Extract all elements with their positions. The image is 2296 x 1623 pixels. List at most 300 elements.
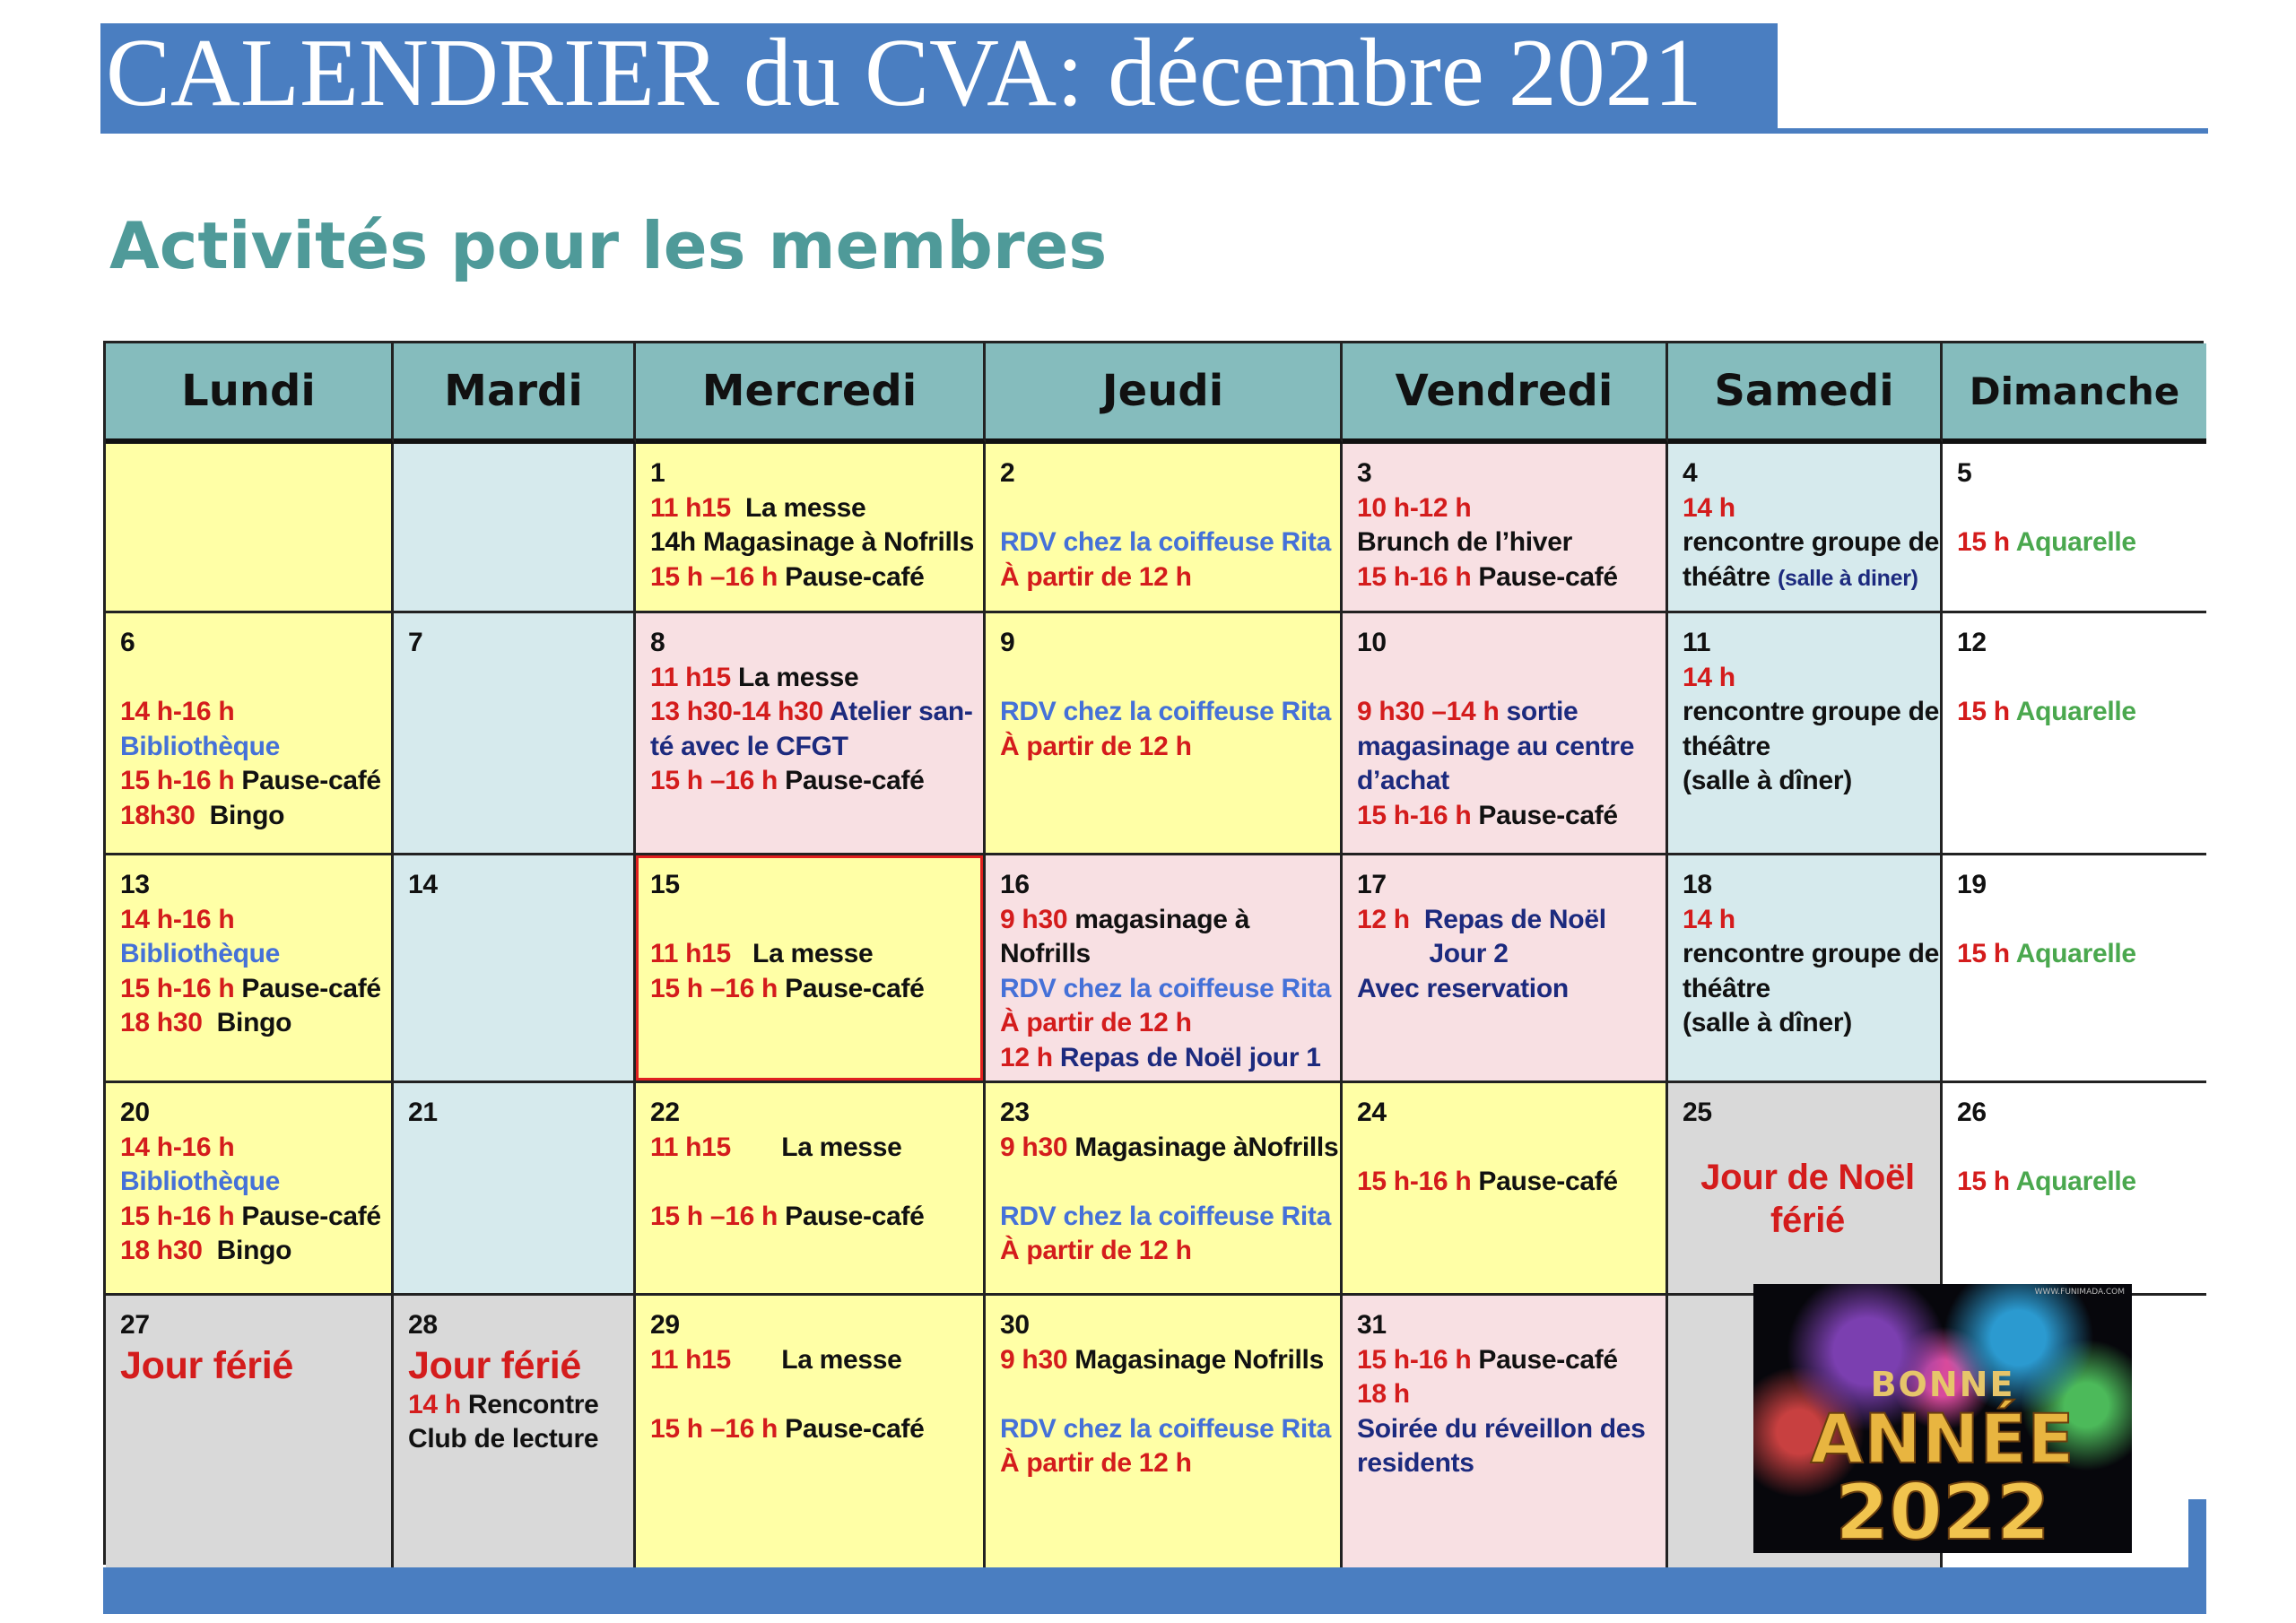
- day-number-line: [120, 626, 384, 661]
- event-line: [1000, 1446, 1333, 1481]
- event-text: théâtre: [1683, 731, 1770, 761]
- day-number-line: [1683, 868, 1933, 903]
- event-line: [1683, 730, 1933, 765]
- event-text: À partir de 12 h: [1000, 731, 1192, 761]
- calendar-cell-day-10: [1343, 613, 1668, 855]
- event-text: Atelier san-: [829, 697, 973, 726]
- day-header-mardi: Mardi: [394, 343, 636, 444]
- day-number-line: [1957, 456, 2199, 491]
- event-line: [408, 1343, 626, 1388]
- day-number-line: [1357, 1096, 1658, 1131]
- event-text: Bingo: [202, 800, 285, 830]
- event-text: 9 h30 –14 h: [1357, 697, 1507, 726]
- event-text: RDV chez la coiffeuse Rita: [1000, 1201, 1331, 1231]
- event-line: [1957, 1131, 2199, 1166]
- day-number-line: [1000, 1096, 1333, 1131]
- event-text: 14 h: [1683, 492, 1735, 523]
- event-line: [1357, 491, 1658, 526]
- calendar-cell-day-22: [636, 1083, 986, 1296]
- event-line: [1357, 661, 1658, 696]
- event-line: [1683, 972, 1933, 1007]
- event-text: Jour férié: [120, 1343, 293, 1387]
- day-number: 23: [1000, 1098, 1030, 1127]
- event-text: Bingo: [209, 1008, 292, 1037]
- footer-accent: [2188, 1499, 2206, 1571]
- event-text: 15 h: [1957, 527, 2016, 557]
- event-text: Repas de Noël jour 1: [1059, 1042, 1321, 1072]
- day-number-line: [1683, 456, 1933, 491]
- event-text: Jour 2: [1357, 939, 1509, 968]
- event-text: Rencontre: [467, 1389, 599, 1419]
- calendar-cell-day-18: [1668, 855, 1943, 1083]
- event-line: [120, 764, 384, 799]
- event-text: 9 h30: [1000, 1132, 1075, 1162]
- event-line: [120, 661, 384, 696]
- event-text: 18h30: [120, 800, 203, 830]
- day-number: 16: [1000, 870, 1030, 899]
- day-number: 20: [120, 1098, 150, 1127]
- event-text: d’achat: [1357, 766, 1449, 795]
- event-line: [1683, 661, 1933, 696]
- event-text: 18 h30: [120, 1008, 210, 1037]
- calendar-cell-day-17: [1343, 855, 1668, 1083]
- day-number: 21: [408, 1098, 438, 1127]
- event-text: residents: [1357, 1448, 1474, 1478]
- day-number-line: [1957, 626, 2199, 661]
- event-line: [1357, 972, 1658, 1007]
- event-line: [1957, 903, 2199, 938]
- page-title: CALENDRIER du CVA: décembre 2021: [106, 20, 1702, 126]
- event-line: [1957, 525, 2199, 560]
- event-line: [1000, 661, 1333, 696]
- event-text: Pause-café: [785, 561, 925, 592]
- event-line: [1357, 1165, 1658, 1200]
- event-text: 15 h –16 h: [650, 1413, 786, 1444]
- calendar-cell-day-6: [106, 613, 394, 855]
- event-text: Bibliothèque: [120, 939, 281, 968]
- event-text: 15 h-16 h: [120, 1201, 242, 1231]
- event-line: [1683, 491, 1933, 526]
- event-text: Brunch de l’hiver: [1357, 527, 1572, 557]
- event-line: [1000, 1165, 1333, 1200]
- event-text: Pause-café: [785, 766, 925, 795]
- event-text: Pause-café: [785, 1413, 925, 1444]
- event-text: Aquarelle: [2015, 1167, 2136, 1196]
- calendar-cell-day-3: [1343, 444, 1668, 613]
- event-text: 15 h-16 h: [1357, 800, 1479, 830]
- event-line: [650, 972, 976, 1007]
- event-line: [408, 1422, 626, 1457]
- event-line: [1357, 799, 1658, 834]
- event-line: [1357, 1446, 1658, 1481]
- day-number: 13: [120, 870, 150, 899]
- event-text: RDV chez la coiffeuse Rita: [1000, 973, 1331, 1003]
- day-number-line: [650, 456, 976, 491]
- day-number: 3: [1357, 458, 1372, 488]
- event-text: théâtre: [1683, 973, 1770, 1003]
- day-number: 2: [1000, 458, 1015, 488]
- event-line: [1000, 491, 1333, 526]
- day-number-line: [650, 626, 976, 661]
- event-line: [408, 1388, 626, 1423]
- event-line: [1000, 972, 1333, 1007]
- event-text: rencontre groupe de: [1683, 939, 1940, 968]
- day-number: 6: [120, 628, 135, 657]
- event-line: [120, 1165, 384, 1200]
- event-text: 14h Magasinage à Nofrills: [650, 527, 974, 557]
- event-text: (salle à diner): [1777, 565, 1918, 591]
- day-number-line: [1000, 456, 1333, 491]
- day-header-dimanche: Dimanche: [1943, 343, 2206, 444]
- event-line: [120, 1234, 384, 1269]
- event-line: [1000, 1041, 1333, 1076]
- event-line: [1000, 937, 1333, 972]
- day-number-line: [1000, 626, 1333, 661]
- event-line: [650, 937, 976, 972]
- event-text: Soirée du réveillon des: [1357, 1413, 1646, 1444]
- event-line: [1000, 525, 1333, 560]
- title-divider: [100, 128, 2208, 134]
- event-text: 14 h-16 h: [120, 697, 235, 726]
- event-text: 12 h: [1357, 904, 1417, 934]
- event-line: [1357, 764, 1658, 799]
- event-text: RDV chez la coiffeuse Rita: [1000, 697, 1331, 726]
- event-text: té avec le CFGT: [650, 731, 848, 761]
- event-text: RDV chez la coiffeuse Rita: [1000, 527, 1331, 557]
- event-text: 15 h –16 h: [650, 1201, 786, 1231]
- event-text: La messe: [737, 662, 859, 692]
- event-text: Repas de Noël: [1416, 904, 1606, 934]
- event-line: [120, 1131, 384, 1166]
- day-number-line: [120, 1308, 384, 1343]
- day-number: 4: [1683, 458, 1698, 488]
- day-number: 15: [650, 870, 680, 899]
- event-text: 15 h –16 h: [650, 561, 786, 592]
- event-text: Bingo: [209, 1236, 292, 1265]
- event-text: Magasinage àNofrills: [1074, 1132, 1339, 1162]
- event-line: [1683, 1006, 1933, 1041]
- event-line: [1000, 1200, 1333, 1235]
- image-text-year: 2022: [1835, 1468, 2050, 1553]
- event-text: 11 h15: [650, 1344, 738, 1375]
- day-number: 7: [408, 628, 423, 657]
- calendar-cell-empty: [394, 444, 636, 613]
- event-text: 13 h30-14 h30: [650, 697, 830, 726]
- event-line: [1000, 695, 1333, 730]
- event-text: Club de lecture: [408, 1424, 599, 1454]
- event-text: magasinage au centre: [1357, 731, 1635, 761]
- event-line: [1357, 1412, 1658, 1447]
- event-text: Jour férié: [408, 1343, 581, 1387]
- event-line: [650, 1377, 976, 1412]
- event-text: Pause-café: [241, 1201, 381, 1231]
- day-header-lundi: Lundi: [106, 343, 394, 444]
- event-text: 15 h: [1957, 939, 2016, 968]
- day-number-line: [120, 1096, 384, 1131]
- event-text: 9 h30: [1000, 904, 1075, 934]
- calendar-cell-day-20: [106, 1083, 394, 1296]
- event-line: [1357, 1343, 1658, 1378]
- event-text: La messe: [737, 492, 866, 523]
- event-text: rencontre groupe de: [1683, 527, 1940, 557]
- event-text: 14 h: [1683, 904, 1735, 934]
- event-line: [1357, 1377, 1658, 1412]
- event-text: Aquarelle: [2015, 527, 2136, 557]
- calendar-cell-day-24: [1343, 1083, 1668, 1296]
- event-text: 15 h –16 h: [650, 973, 786, 1003]
- event-line: [120, 1200, 384, 1235]
- day-number-line: [1357, 1308, 1658, 1343]
- event-line: [1357, 903, 1658, 938]
- calendar-cell-day-14: [394, 855, 636, 1083]
- event-text: Pause-café: [241, 766, 381, 795]
- day-number-line: [408, 626, 626, 661]
- event-line: [120, 937, 384, 972]
- day-number-line: [1000, 868, 1333, 903]
- day-number-line: [650, 1096, 976, 1131]
- event-line: [650, 525, 976, 560]
- calendar-cell-day-13: [106, 855, 394, 1083]
- calendar-cell-empty: [106, 444, 394, 613]
- event-line: [650, 560, 976, 595]
- event-line: [120, 903, 384, 938]
- event-line: [120, 799, 384, 834]
- holiday-label: [1683, 1156, 1933, 1242]
- event-line: [1357, 560, 1658, 595]
- event-line: [650, 903, 976, 938]
- event-line: [1683, 937, 1940, 972]
- event-line: [1683, 903, 1933, 938]
- image-credit: WWW.FUNIMADA.COM: [2034, 1288, 2125, 1297]
- event-text: magasinage à: [1074, 904, 1250, 934]
- day-number: 8: [650, 628, 665, 657]
- calendar-cell-day-15: [636, 855, 986, 1083]
- event-line: [1000, 1377, 1333, 1412]
- event-line: [1357, 695, 1658, 730]
- event-line: [650, 695, 976, 730]
- image-text-annee: ANNÉE: [1810, 1399, 2075, 1479]
- event-line: [1683, 695, 1940, 730]
- event-text: Avec reservation: [1357, 973, 1569, 1003]
- day-header-jeudi: Jeudi: [986, 343, 1343, 444]
- event-line: [650, 1165, 976, 1200]
- event-text: 15 h: [1957, 1167, 2016, 1196]
- day-number-line: [1000, 1308, 1333, 1343]
- day-number-line: [408, 868, 626, 903]
- calendar-cell-day-9: [986, 613, 1343, 855]
- event-text: 15 h-16 h: [120, 766, 242, 795]
- event-text: 15 h –16 h: [650, 766, 786, 795]
- day-number: 14: [408, 870, 438, 899]
- holiday-label-line: Jour de Noël: [1700, 1157, 1915, 1197]
- event-line: [650, 764, 976, 799]
- event-text: 18 h30: [120, 1236, 210, 1265]
- event-text: La messe: [737, 1344, 902, 1375]
- holiday-label-line: férié: [1770, 1200, 1845, 1240]
- event-text: À partir de 12 h: [1000, 561, 1192, 592]
- day-number: 24: [1357, 1098, 1387, 1127]
- calendar-cell-day-28: [394, 1296, 636, 1567]
- event-line: [1357, 730, 1658, 765]
- event-text: Pause-café: [1478, 1167, 1618, 1196]
- day-number: 9: [1000, 628, 1015, 657]
- calendar-cell-day-31: [1343, 1296, 1668, 1567]
- day-number: 19: [1957, 870, 1987, 899]
- new-year-fireworks-image: [1753, 1284, 2132, 1553]
- calendar-cell-day-8: [636, 613, 986, 855]
- day-number: 5: [1957, 458, 1972, 488]
- event-text: Pause-café: [1478, 800, 1618, 830]
- day-number-line: [1957, 1096, 2199, 1131]
- event-text: 9 h30: [1000, 1344, 1075, 1375]
- day-number: 17: [1357, 870, 1387, 899]
- image-text-bonne: BONNE: [1870, 1365, 2015, 1404]
- calendar-cell-day-29: [636, 1296, 986, 1567]
- calendar-cell-day-23: [986, 1083, 1343, 1296]
- event-line: [650, 1200, 976, 1235]
- event-text: RDV chez la coiffeuse Rita: [1000, 1413, 1331, 1444]
- event-text: (salle à dîner): [1683, 766, 1852, 795]
- day-number: 25: [1683, 1098, 1712, 1127]
- event-line: [650, 1412, 976, 1447]
- event-line: [1000, 1234, 1333, 1269]
- day-number: 30: [1000, 1310, 1030, 1340]
- day-number-line: [120, 868, 384, 903]
- calendar-cell-day-11: [1668, 613, 1943, 855]
- footer-bar: [103, 1567, 2206, 1614]
- event-line: [120, 695, 384, 730]
- event-text: 11 h15: [650, 492, 738, 523]
- event-line: [120, 1006, 384, 1041]
- day-number: 22: [650, 1098, 680, 1127]
- calendar-cell-day-19: [1943, 855, 2206, 1083]
- event-line: [1683, 560, 1933, 596]
- day-number-line: [1357, 626, 1658, 661]
- page-subtitle: Activités pour les membres: [109, 208, 1108, 283]
- event-text: Nofrills: [1000, 939, 1091, 968]
- day-number: 31: [1357, 1310, 1387, 1340]
- calendar-cell-day-7: [394, 613, 636, 855]
- event-line: [1957, 491, 2199, 526]
- event-text: 11 h15: [650, 939, 738, 968]
- event-line: [650, 730, 976, 765]
- event-text: 11 h15: [650, 662, 738, 692]
- event-line: [1000, 1343, 1333, 1378]
- day-header-samedi: Samedi: [1668, 343, 1943, 444]
- day-header-vendredi: Vendredi: [1343, 343, 1668, 444]
- event-text: Aquarelle: [2015, 697, 2136, 726]
- event-text: rencontre groupe de: [1683, 697, 1940, 726]
- event-text: Pause-café: [241, 973, 381, 1003]
- calendar-cell-day-1: [636, 444, 986, 613]
- event-text: La messe: [737, 1132, 902, 1162]
- event-text: Pause-café: [1478, 1344, 1618, 1375]
- event-line: [1683, 525, 1940, 560]
- event-line: [1000, 1006, 1333, 1041]
- event-text: À partir de 12 h: [1000, 1448, 1192, 1478]
- event-text: Magasinage Nofrills: [1074, 1344, 1324, 1375]
- calendar-cell-day-16: [986, 855, 1343, 1083]
- calendar-cell-day-5: [1943, 444, 2206, 613]
- event-line: [1357, 1131, 1658, 1166]
- day-number-line: [1683, 626, 1933, 661]
- day-number: 1: [650, 458, 665, 488]
- event-text: 15 h-16 h: [1357, 561, 1479, 592]
- event-text: 11 h15: [650, 1132, 738, 1162]
- event-line: [1357, 937, 1658, 972]
- day-number-line: [1957, 868, 2199, 903]
- event-text: (salle à dîner): [1683, 1008, 1852, 1037]
- event-text: Pause-café: [1478, 561, 1618, 592]
- calendar-cell-day-27: [106, 1296, 394, 1567]
- event-line: [1000, 560, 1333, 595]
- day-number-line: [1683, 1096, 1933, 1131]
- day-header-mercredi: Mercredi: [636, 343, 986, 444]
- event-line: [1957, 1165, 2199, 1200]
- calendar-cell-day-12: [1943, 613, 2206, 855]
- event-text: 15 h-16 h: [1357, 1167, 1479, 1196]
- calendar-cell-day-30: [986, 1296, 1343, 1567]
- event-line: [120, 972, 384, 1007]
- day-number: 12: [1957, 628, 1987, 657]
- event-text: 15 h: [1957, 697, 2016, 726]
- day-number-line: [408, 1096, 626, 1131]
- calendar-cell-day-26: [1943, 1083, 2206, 1296]
- event-text: À partir de 12 h: [1000, 1236, 1192, 1265]
- event-text: 15 h-16 h: [1357, 1344, 1479, 1375]
- event-line: [1000, 1412, 1333, 1447]
- calendar-cell-day-25: [1668, 1083, 1943, 1296]
- event-text: Pause-café: [785, 1201, 925, 1231]
- day-number: 10: [1357, 628, 1387, 657]
- event-line: [120, 1343, 384, 1388]
- day-number: 28: [408, 1310, 438, 1340]
- event-text: Bibliothèque: [120, 1167, 281, 1196]
- event-text: 14 h-16 h: [120, 1132, 235, 1162]
- event-line: [1357, 525, 1658, 560]
- event-text: sortie: [1506, 697, 1578, 726]
- day-number: 11: [1683, 628, 1711, 657]
- event-line: [650, 661, 976, 696]
- event-line: [1683, 764, 1933, 799]
- event-text: 14 h: [408, 1389, 468, 1419]
- event-line: [120, 730, 384, 765]
- event-text: La messe: [737, 939, 874, 968]
- event-text: 14 h: [1683, 662, 1735, 692]
- event-line: [650, 491, 976, 526]
- event-text: Aquarelle: [2015, 939, 2136, 968]
- event-text: Pause-café: [785, 973, 925, 1003]
- calendar-cell-day-2: [986, 444, 1343, 613]
- calendar-cell-day-21: [394, 1083, 636, 1296]
- day-number: 29: [650, 1310, 680, 1340]
- event-text: 15 h-16 h: [120, 973, 242, 1003]
- event-line: [1000, 730, 1333, 765]
- day-number: 27: [120, 1310, 150, 1340]
- event-line: [1000, 1131, 1339, 1166]
- day-number-line: [408, 1308, 626, 1343]
- event-text: Bibliothèque: [120, 731, 281, 761]
- event-text: À partir de 12 h: [1000, 1008, 1192, 1037]
- event-line: [1957, 695, 2199, 730]
- day-number-line: [650, 868, 976, 903]
- day-number-line: [1357, 456, 1658, 491]
- event-text: 10 h-12 h: [1357, 492, 1472, 523]
- day-number: 18: [1683, 870, 1712, 899]
- event-line: [1957, 937, 2199, 972]
- calendar-cell-day-4: [1668, 444, 1943, 613]
- event-line: [1957, 661, 2199, 696]
